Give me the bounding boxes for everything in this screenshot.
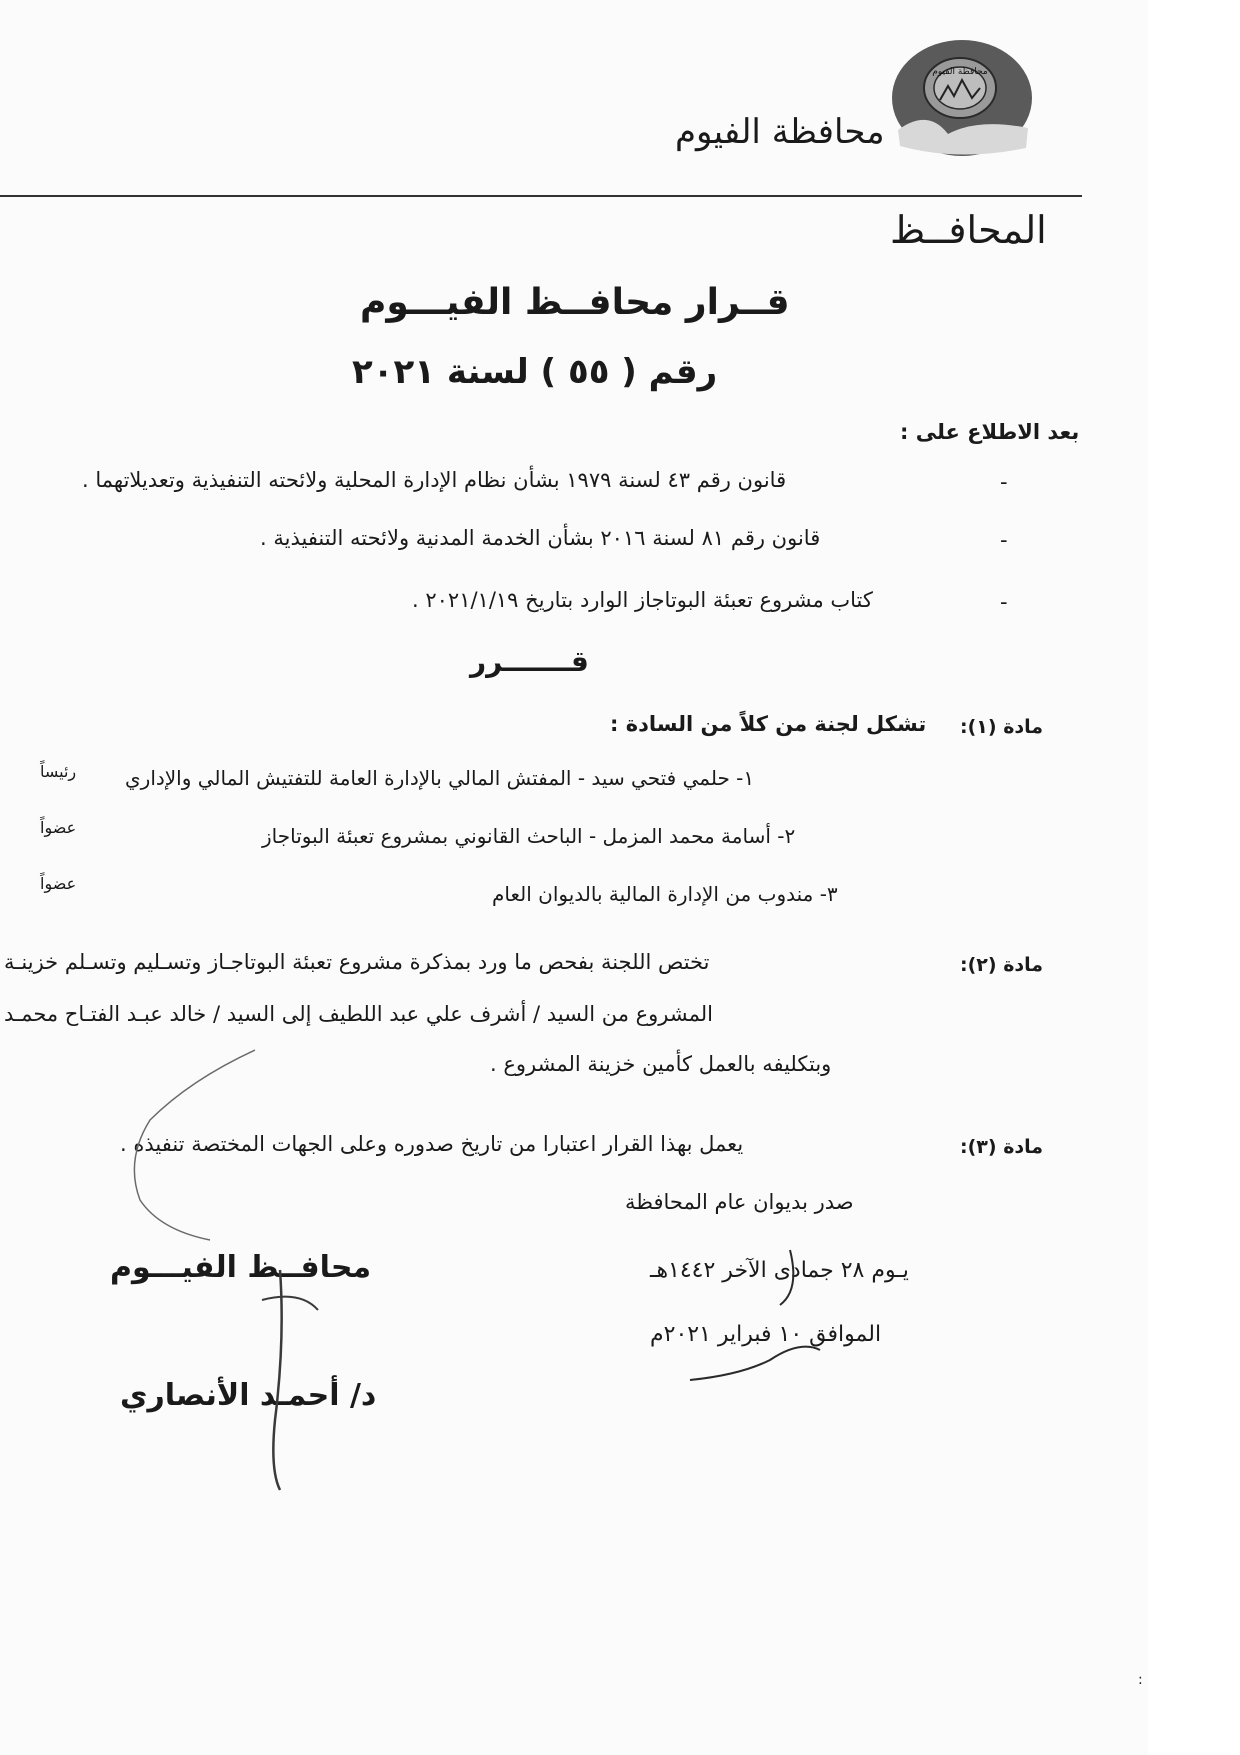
hijri-date: يـوم ٢٨ جمادى الآخر ١٤٤٢هـ <box>650 1258 909 1283</box>
article-text: يعمل بهذا القرار اعتبارا من تاريخ صدوره وعلى الجهات المختصة تنفيذه . <box>120 1132 744 1156</box>
decision-heading: قـــــــرر <box>470 645 589 678</box>
article-label: مادة (٢): <box>960 954 1044 976</box>
member-role: عضواً <box>40 818 77 837</box>
member-role: رئيساً <box>40 762 77 781</box>
article-label: مادة (١): <box>960 716 1044 738</box>
governorate-seal <box>888 38 1036 158</box>
article-text: تختص اللجنة بفحص ما ورد بمذكرة مشروع تعبئة البوتاجـاز وتسـليم وتسـلم خزينـة <box>4 950 710 974</box>
committee-member: ٢- أسامة محمد المزمل - الباحث القانوني بمشروع تعبئة البوتاجاز <box>262 824 796 848</box>
gregorian-date: الموافق ١٠ فبراير ٢٠٢١م <box>650 1322 882 1347</box>
decree-number: رقم ( ٥٥ ) لسنة ٢٠٢١ <box>352 352 718 392</box>
bullet-dash: - <box>1000 470 1008 494</box>
signatory-name: د/ أحمـد الأنصاري <box>120 1378 377 1413</box>
governorate-name: محافظة الفيوم <box>675 112 885 152</box>
svg-text:محافظة الفيوم: محافظة الفيوم <box>932 67 988 77</box>
bullet-dash: - <box>1000 590 1008 614</box>
preamble-intro: بعد الاطلاع على : <box>900 420 1080 444</box>
article-text: وبتكليفه بالعمل كأمين خزينة المشروع . <box>490 1052 832 1076</box>
decree-title: قــرار محافــظ الفيـــوم <box>360 282 790 323</box>
member-role: عضواً <box>40 874 77 893</box>
reference-item: كتاب مشروع تعبئة البوتاجاز الوارد بتاريخ ٢٠٢١/١/١٩ . <box>412 588 873 612</box>
article-text: المشروع من السيد / أشرف علي عبد اللطيف إلى السيد / خالد عبـد الفتـاح محمـد <box>4 1002 714 1026</box>
article-label: مادة (٣): <box>960 1136 1044 1158</box>
scan-mark: : <box>1138 1672 1143 1688</box>
reference-item: قانون رقم ٨١ لسنة ٢٠١٦ بشأن الخدمة المدنية ولائحته التنفيذية . <box>260 526 821 550</box>
bullet-dash: - <box>1000 528 1008 552</box>
signatory-title: محافــظ الفيـــوم <box>110 1250 372 1285</box>
article-text: تشكل لجنة من كلاً من السادة : <box>610 712 927 736</box>
committee-member: ١- حلمي فتحي سيد - المفتش المالي بالإدارة العامة للتفتيش المالي والإداري <box>125 766 755 790</box>
issued-at: صدر بديوان عام المحافظة <box>625 1190 854 1214</box>
office-heading: المحافــظ <box>890 208 1047 252</box>
scan-margin <box>1148 0 1240 1755</box>
committee-member: ٣- مندوب من الإدارة المالية بالديوان العام <box>492 882 838 906</box>
header-divider <box>0 195 1082 197</box>
reference-item: قانون رقم ٤٣ لسنة ١٩٧٩ بشأن نظام الإدارة المحلية ولائحته التنفيذية وتعديلاتهما . <box>82 468 787 492</box>
